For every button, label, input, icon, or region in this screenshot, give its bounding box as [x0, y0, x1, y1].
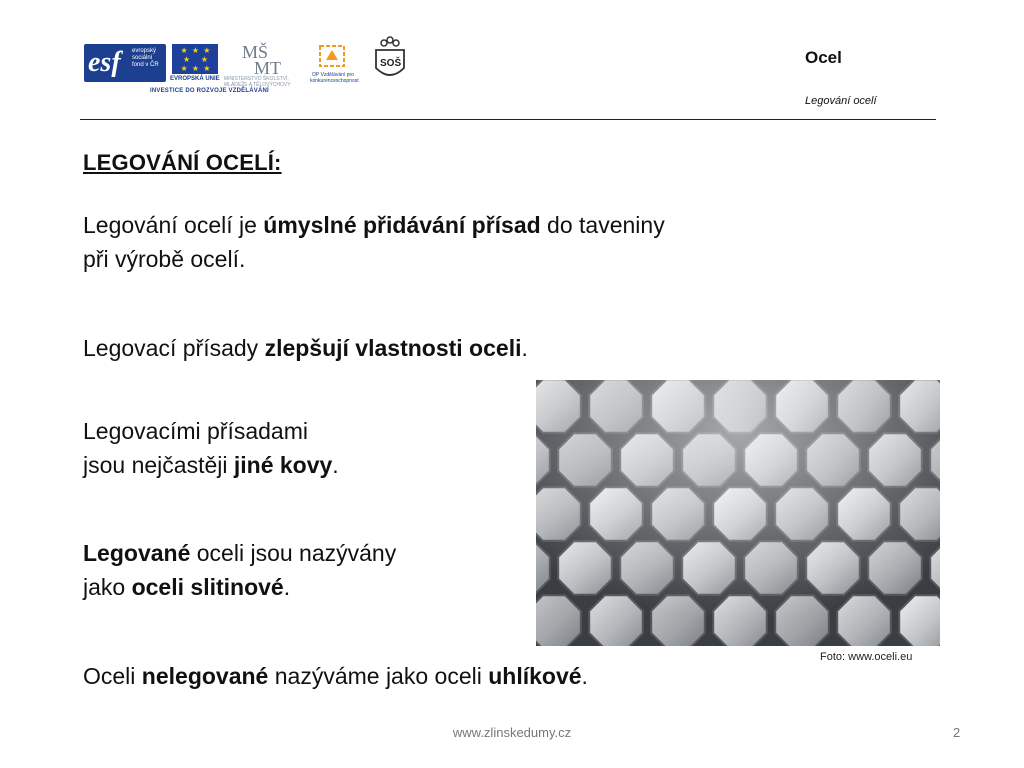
text-run: do taveniny	[540, 212, 665, 238]
sos-logo-text: SOŠ	[380, 58, 402, 69]
eu-stars-icon: ★ ★ ★ ★ ★ ★ ★ ★	[180, 46, 212, 73]
steel-bars-photo	[536, 380, 940, 646]
bold-run: zlepšují vlastnosti oceli	[264, 335, 522, 361]
text-run: .	[283, 574, 291, 600]
document-subtitle: Legování ocelí	[805, 95, 877, 107]
investice-label: INVESTICE DO ROZVOJE VZDĚLÁVÁNÍ	[150, 88, 269, 94]
bold-run: oceli slitinové	[131, 574, 284, 600]
esf-logo	[84, 44, 166, 82]
paragraph-definition	[83, 208, 665, 276]
text-run: .	[581, 663, 588, 689]
bold-run: úmyslné přidávání přísad	[263, 212, 541, 238]
svg-text:MT: MT	[254, 58, 281, 76]
photo-caption: Foto: www.oceli.eu	[820, 651, 913, 663]
eu-label: EVROPSKÁ UNIE	[170, 76, 220, 82]
text-run: Legovací přísady	[83, 335, 265, 361]
partner-logos	[84, 36, 424, 98]
paragraph-unalloyed	[83, 659, 588, 693]
text-run: Legování ocelí je	[83, 212, 264, 238]
header-divider	[80, 119, 936, 120]
document-title: Ocel	[805, 48, 842, 67]
op-logo	[316, 42, 350, 70]
bold-run: jiné kovy	[233, 452, 333, 478]
bold-run: uhlíkové	[488, 663, 582, 689]
text-run: při výrobě ocelí.	[83, 246, 246, 272]
esf-logo-caption: evropský sociální fond v ČR	[132, 48, 159, 68]
esf-logo-text: esf	[88, 47, 121, 78]
text-run: nazýváme jako oceli	[268, 663, 489, 689]
paragraph-additives	[83, 414, 339, 482]
eu-flag-logo	[172, 44, 218, 74]
svg-text:MŠ: MŠ	[242, 42, 269, 62]
steel-bars-image	[536, 380, 940, 646]
section-heading: LEGOVÁNÍ OCELÍ:	[83, 150, 282, 175]
msmt-label: MINISTERSTVO ŠKOLSTVÍ, MLÁDEŽE A TĚLOVÝCHOVY	[224, 76, 291, 88]
text-run: .	[332, 452, 339, 478]
msmt-logo	[240, 40, 288, 76]
bold-run: nelegované	[141, 663, 269, 689]
text-run: .	[521, 335, 528, 361]
paragraph-alloyed	[83, 536, 396, 604]
op-label: OP Vzdělávání pro konkurenceschopnost	[310, 72, 359, 84]
text-run: jsou nejčastěji	[83, 452, 234, 478]
text-run: oceli jsou nazývány	[190, 540, 397, 566]
paragraph-properties	[83, 331, 528, 365]
text-run: Legovacími přísadami	[83, 418, 308, 444]
bold-run: Legované	[83, 540, 191, 566]
text-run: Oceli	[83, 663, 142, 689]
page-number: 2	[953, 725, 961, 740]
footer-website: www.zlinskedumy.cz	[452, 725, 572, 740]
sos-logo	[372, 36, 408, 82]
text-run: jako	[83, 574, 132, 600]
